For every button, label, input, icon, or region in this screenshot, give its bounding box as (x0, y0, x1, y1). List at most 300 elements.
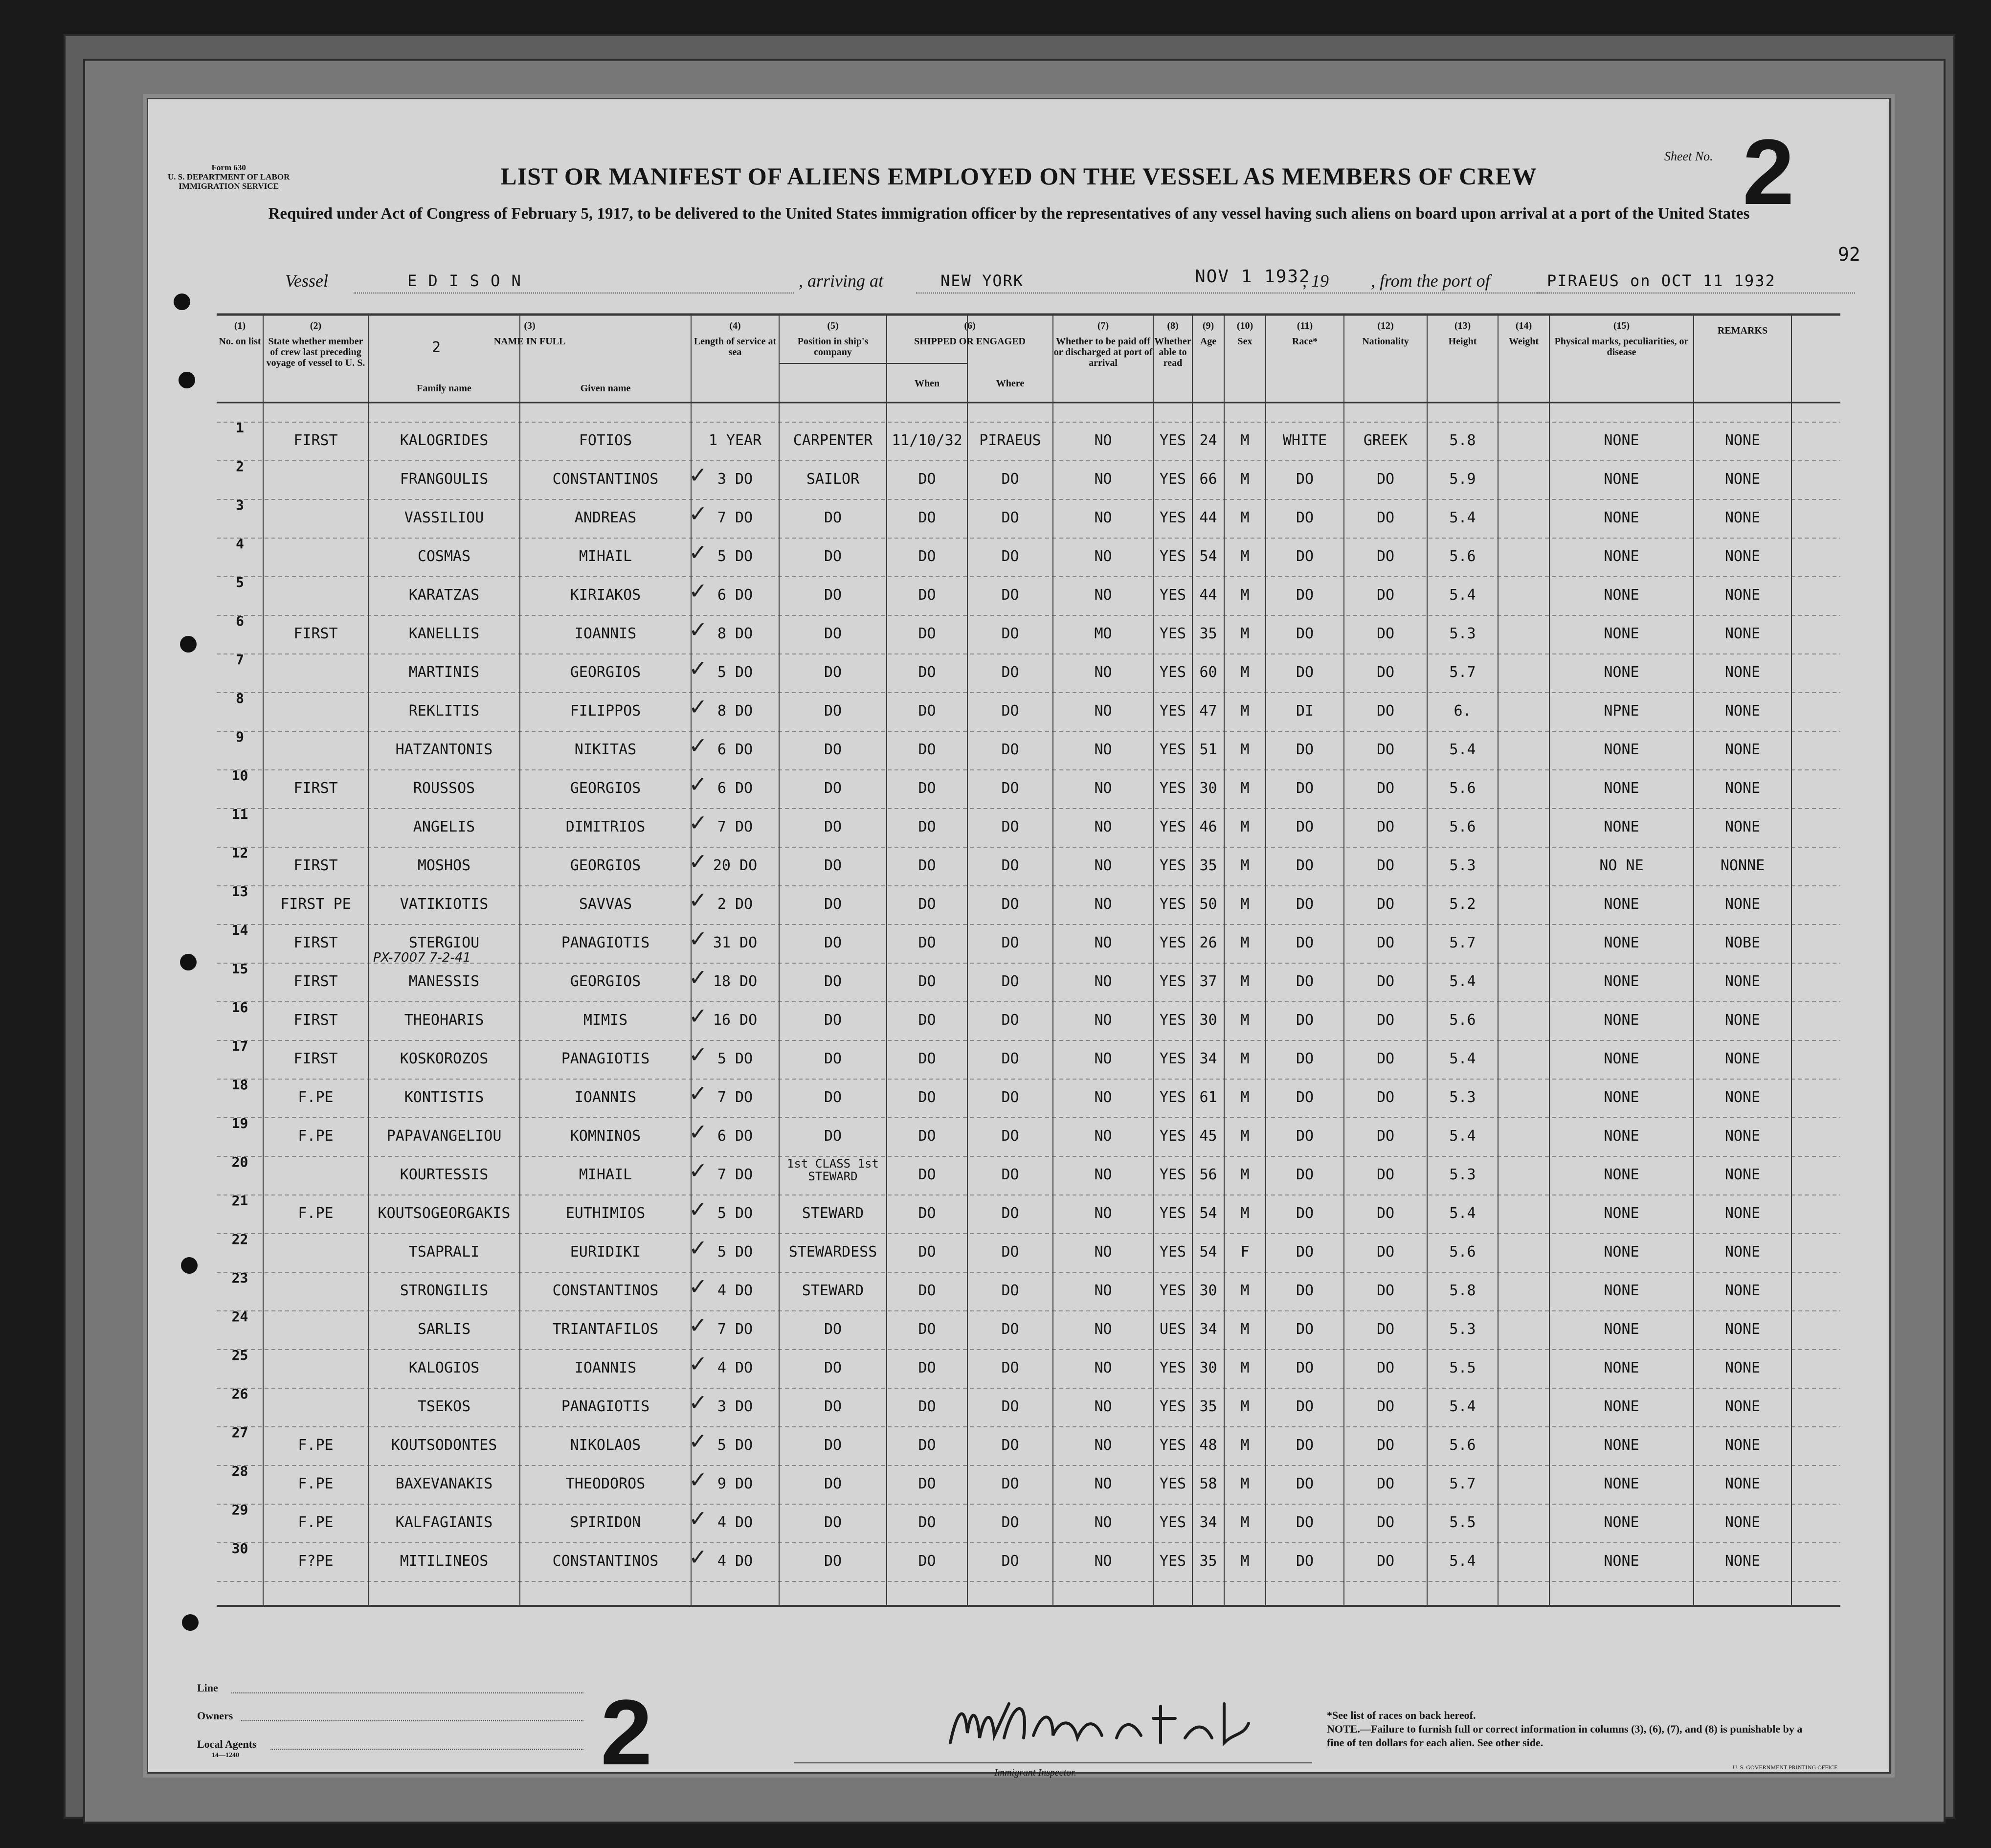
row-number: 30 (231, 1540, 248, 1556)
page-title: LIST OR MANIFEST OF ALIENS EMPLOYED ON THE VESSEL AS MEMBERS OF CREW (500, 162, 1537, 190)
cell-position: DO (824, 1553, 842, 1570)
cell-service: 7 DO (717, 818, 753, 835)
cell-nat: DO (1376, 973, 1395, 990)
cell-read: YES (1159, 934, 1186, 951)
cell-read: YES (1159, 1089, 1186, 1106)
row-number: 20 (231, 1154, 248, 1170)
cell-height: 5.3 (1449, 1321, 1476, 1338)
cell-paid: NO (1094, 780, 1112, 797)
cell-height: 5.7 (1449, 934, 1476, 951)
cell-remarks: NONE (1724, 818, 1761, 835)
cell-paid: NO (1094, 896, 1112, 913)
arrival-port: NEW YORK (940, 271, 1024, 290)
cell-sex: M (1240, 973, 1250, 990)
cell-remarks: NONE (1724, 1321, 1761, 1338)
row-number: 24 (231, 1308, 248, 1325)
cell-when: DO (918, 664, 936, 681)
cell-when: DO (918, 1398, 936, 1415)
cell-sex: M (1240, 1166, 1250, 1183)
cell-prev: FIRST (293, 1012, 338, 1029)
cell-age: 54 (1199, 548, 1217, 565)
cell-race: DO (1296, 1475, 1314, 1492)
cell-sex: M (1240, 1359, 1250, 1376)
cell-height: 5.6 (1449, 548, 1476, 565)
cell-nat: DO (1376, 1127, 1395, 1145)
cell-prev: FIRST (293, 857, 338, 874)
cell-when: DO (918, 896, 936, 913)
cell-paid: NO (1094, 1514, 1112, 1531)
cell-marks: NONE (1604, 818, 1639, 835)
cell-nat: DO (1376, 1243, 1395, 1261)
cell-sex: M (1240, 1398, 1250, 1415)
cell-race: DO (1296, 1089, 1314, 1106)
cell-position: DO (824, 1398, 842, 1415)
cell-service: 31 DO (713, 934, 758, 951)
cell-paid: NO (1094, 432, 1112, 449)
checkmark-icon: ✓ (689, 848, 708, 875)
cell-given: THEODOROS (565, 1475, 646, 1492)
checkmark-icon: ✓ (689, 1003, 708, 1029)
cell-race: DO (1296, 1127, 1314, 1145)
cell-given: MIHAIL (579, 548, 632, 565)
checkmark-icon: ✓ (689, 578, 708, 604)
cell-prev: FIRST (293, 780, 338, 797)
cell-nat: DO (1376, 509, 1395, 526)
cell-sex: M (1240, 1475, 1250, 1492)
cell-paid: NO (1094, 1553, 1112, 1570)
cell-age: 60 (1199, 664, 1217, 681)
cell-when: DO (918, 1359, 936, 1376)
checkmark-icon: ✓ (689, 810, 708, 836)
footer-note (1327, 1709, 1806, 1750)
cell-marks: NONE (1604, 1553, 1639, 1570)
row-number: 10 (231, 767, 248, 784)
cell-position: DO (824, 548, 842, 565)
checkmark-icon: ✓ (689, 1119, 708, 1145)
cell-nat: DO (1376, 741, 1395, 758)
cell-marks: NONE (1604, 934, 1639, 951)
cell-position: DO (824, 973, 842, 990)
cell-prev: F.PE (298, 1475, 334, 1492)
binder-hole (181, 1257, 198, 1274)
cell-age: 30 (1199, 780, 1217, 797)
cell-read: YES (1159, 780, 1186, 797)
column-number: (10) (1236, 320, 1253, 331)
cell-position: DO (824, 702, 842, 720)
cell-marks: NONE (1604, 432, 1639, 449)
column-label: Position in ship's company (797, 336, 869, 358)
cell-service: 3 DO (717, 471, 753, 488)
cell-given: EURIDIKI (570, 1243, 641, 1261)
cell-given: CONSTANTINOS (552, 471, 659, 488)
cell-service: 5 DO (717, 1243, 753, 1261)
cell-age: 30 (1199, 1282, 1217, 1299)
row-number: 25 (231, 1347, 248, 1363)
cell-height: 5.4 (1449, 1553, 1476, 1570)
cell-marks: NONE (1604, 548, 1639, 565)
cell-sex: M (1240, 780, 1250, 797)
cell-family: MOSHOS (417, 857, 471, 874)
page-number-stamp: 92 (1838, 244, 1860, 265)
cell-where: DO (1001, 1514, 1019, 1531)
row-number: 26 (231, 1386, 248, 1402)
row-number: 13 (231, 883, 248, 900)
column-number: (7) (1097, 320, 1109, 331)
cell-race: DO (1296, 471, 1314, 488)
checkmark-icon: ✓ (689, 1041, 708, 1068)
cell-marks: NONE (1604, 1398, 1639, 1415)
cell-nat: DO (1376, 1166, 1395, 1183)
cell-height: 5.4 (1449, 741, 1476, 758)
cell-age: 35 (1199, 1398, 1217, 1415)
cell-height: 5.5 (1449, 1514, 1476, 1531)
cell-service: 6 DO (717, 780, 753, 797)
cell-where: DO (1001, 702, 1019, 720)
page-subtitle: Required under Act of Congress of February 5, 1917, to be delivered to the United States immigration officer by the representatives of any vessel having such aliens on board upon arrival at a port of the United States (268, 205, 1750, 223)
cell-sex: M (1240, 741, 1250, 758)
column-label: Weight (1508, 336, 1539, 347)
cell-read: YES (1159, 1359, 1186, 1376)
cell-given: MIHAIL (579, 1166, 632, 1183)
cell-position: DO (824, 1437, 842, 1454)
cell-paid: NO (1094, 1321, 1112, 1338)
cell-position: DO (824, 934, 842, 951)
cell-service: 5 DO (717, 664, 753, 681)
cell-service: 9 DO (717, 1475, 753, 1492)
failure-note: NOTE.—Failure to furnish full or correct information in columns (3), (6), (7), and (8) is punishable by a fine of ten dollars for each alien. See other side. (1327, 1723, 1803, 1749)
cell-where: DO (1001, 1166, 1019, 1183)
cell-remarks: NONE (1724, 1089, 1761, 1106)
cell-sex: M (1240, 1127, 1250, 1145)
column-number: (2) (310, 320, 322, 331)
cell-family: VATIKIOTIS (400, 896, 489, 913)
column-header (1344, 320, 1427, 347)
cell-family: VASSILIOU (404, 509, 484, 526)
cell-where: DO (1001, 1359, 1019, 1376)
row-number: 29 (231, 1502, 248, 1518)
cell-remarks: NONE (1724, 1282, 1761, 1299)
checkmark-icon: ✓ (689, 616, 708, 643)
column-header (1498, 320, 1549, 347)
cell-where: DO (1001, 1437, 1019, 1454)
cell-family: KOUTSODONTES (391, 1437, 497, 1454)
column-label: Whether able to read (1154, 336, 1191, 368)
cell-paid: NO (1094, 857, 1112, 874)
cell-height: 5.6 (1449, 780, 1476, 797)
cell-marks: NONE (1604, 1437, 1639, 1454)
cell-service: 20 DO (713, 857, 758, 874)
cell-remarks: NONE (1724, 1398, 1761, 1415)
cell-marks: NONE (1604, 1166, 1639, 1183)
cell-read: YES (1159, 973, 1186, 990)
cell-given: GEORGIOS (570, 857, 641, 874)
checkmark-icon: ✓ (689, 1157, 708, 1184)
cell-family: KARATZAS (408, 586, 480, 604)
column-number: (11) (1297, 320, 1313, 331)
column-number: (6) (964, 320, 976, 331)
cell-when: DO (918, 1127, 936, 1145)
races-note: *See list of races on back hereof. (1327, 1709, 1476, 1721)
cell-sex: M (1240, 625, 1250, 642)
cell-age: 34 (1199, 1514, 1217, 1531)
column-label: No. on list (219, 336, 261, 347)
cell-where: DO (1001, 973, 1019, 990)
cell-remarks: NONE (1724, 1166, 1761, 1183)
cell-race: DO (1296, 509, 1314, 526)
column-label: NAME IN FULL (493, 336, 566, 347)
cell-when: DO (918, 1553, 936, 1570)
cell-when: DO (918, 1437, 936, 1454)
checkmark-icon: ✓ (689, 1235, 708, 1261)
name-column-sheet-number: 2 (432, 339, 441, 356)
cell-age: 46 (1199, 818, 1217, 835)
cell-position: DO (824, 1321, 842, 1338)
cell-prev: F.PE (298, 1514, 334, 1531)
cell-nat: DO (1376, 1514, 1395, 1531)
cell-remarks: NONNE (1720, 857, 1765, 874)
cell-when: 11/10/32 (892, 432, 962, 449)
cell-when: DO (918, 586, 936, 604)
cell-family: KOSKOROZOS (400, 1050, 489, 1067)
cell-sex: M (1240, 934, 1250, 951)
cell-position: DO (824, 857, 842, 874)
cell-age: 48 (1199, 1437, 1217, 1454)
cell-nat: DO (1376, 1553, 1395, 1570)
cell-when: DO (918, 1475, 936, 1492)
cell-nat: DO (1376, 1398, 1395, 1415)
cell-age: 35 (1199, 857, 1217, 874)
cell-family: THEOHARIS (404, 1012, 484, 1029)
cell-marks: NONE (1604, 1475, 1639, 1492)
cell-when: DO (918, 1089, 936, 1106)
cell-race: DO (1296, 780, 1314, 797)
cell-service: 5 DO (717, 1205, 753, 1222)
cell-nat: DO (1376, 586, 1395, 604)
cell-prev: FIRST (293, 625, 338, 642)
row-number: 12 (231, 845, 248, 861)
cell-where: DO (1001, 625, 1019, 642)
cell-family: KALFAGIANIS (395, 1514, 493, 1531)
cell-given: FILIPPOS (570, 702, 641, 720)
cell-given: GEORGIOS (570, 664, 641, 681)
column-number: (12) (1377, 320, 1394, 331)
checkmark-icon: ✓ (689, 1080, 708, 1106)
cell-remarks: NONE (1724, 1514, 1761, 1531)
cell-marks: NONE (1604, 1127, 1639, 1145)
inspector-signature-line (794, 1762, 1312, 1763)
cell-nat: DO (1376, 934, 1395, 951)
cell-age: 54 (1199, 1243, 1217, 1261)
cell-paid: NO (1094, 1012, 1112, 1029)
cell-paid: NO (1094, 702, 1112, 720)
cell-when: DO (918, 548, 936, 565)
cell-paid: NO (1094, 1359, 1112, 1376)
cell-sex: M (1240, 664, 1250, 681)
cell-race: DO (1296, 896, 1314, 913)
cell-sex: M (1240, 548, 1250, 565)
cell-age: 45 (1199, 1127, 1217, 1145)
cell-marks: NONE (1604, 625, 1639, 642)
cell-race: DO (1296, 1050, 1314, 1067)
cell-given: PANAGIOTIS (561, 1398, 650, 1415)
printer-credit: U. S. GOVERNMENT PRINTING OFFICE (1733, 1764, 1838, 1771)
cell-family: KALOGRIDES (400, 432, 489, 449)
cell-service: 2 DO (717, 896, 753, 913)
cell-read: YES (1159, 471, 1186, 488)
cell-race: DO (1296, 1437, 1314, 1454)
cell-given: PANAGIOTIS (561, 1050, 650, 1067)
cell-race: DO (1296, 1205, 1314, 1222)
cell-where: DO (1001, 780, 1019, 797)
cell-service: 6 DO (717, 1127, 753, 1145)
column-label: Nationality (1362, 336, 1409, 347)
cell-service: 7 DO (717, 509, 753, 526)
cell-marks: NONE (1604, 973, 1639, 990)
cell-when: DO (918, 625, 936, 642)
cell-where: DO (1001, 741, 1019, 758)
cell-marks: NONE (1604, 1282, 1639, 1299)
cell-age: 37 (1199, 973, 1217, 990)
cell-race: DO (1296, 1321, 1314, 1338)
column-label: Physical marks, peculiarities, or disease (1554, 336, 1689, 358)
cell-age: 56 (1199, 1166, 1217, 1183)
cell-height: 5.9 (1449, 471, 1476, 488)
cell-family: MARTINIS (408, 664, 480, 681)
cell-marks: NONE (1604, 1012, 1639, 1029)
cell-position: DO (824, 625, 842, 642)
cell-nat: DO (1376, 780, 1395, 797)
cell-where: DO (1001, 1205, 1019, 1222)
cell-marks: NONE (1604, 780, 1639, 797)
cell-height: 5.4 (1449, 509, 1476, 526)
cell-where: DO (1001, 857, 1019, 874)
cell-when: DO (918, 1050, 936, 1067)
column-number: (14) (1515, 320, 1532, 331)
cell-family: TSEKOS (417, 1398, 471, 1415)
column-header (1224, 320, 1266, 347)
cell-given: MIMIS (583, 1012, 628, 1029)
cell-height: 5.7 (1449, 664, 1476, 681)
checkmark-icon: ✓ (689, 1312, 708, 1338)
cell-marks: NONE (1604, 1050, 1639, 1067)
binder-hole (179, 372, 195, 388)
cell-position: DO (824, 1089, 842, 1106)
cell-service: 8 DO (717, 702, 753, 720)
binder-hole (180, 954, 197, 970)
row-number: 23 (231, 1270, 248, 1286)
form-number: Form 630 (211, 163, 246, 172)
cell-paid: NO (1094, 471, 1112, 488)
cell-family: KOURTESSIS (400, 1166, 489, 1183)
cell-where: DO (1001, 664, 1019, 681)
cell-sex: M (1240, 1089, 1250, 1106)
cell-remarks: NOBE (1724, 934, 1761, 951)
cell-marks: NONE (1604, 896, 1639, 913)
cell-when: DO (918, 1205, 936, 1222)
cell-family: BAXEVANAKIS (395, 1475, 493, 1492)
checkmark-icon: ✓ (689, 925, 708, 952)
cell-prev: F.PE (298, 1437, 334, 1454)
cell-where: DO (1001, 1282, 1019, 1299)
checkmark-icon: ✓ (689, 964, 708, 991)
cell-sex: M (1240, 432, 1250, 449)
vessel-label: Vessel (285, 271, 328, 291)
cell-position: DO (824, 741, 842, 758)
cell-where: DO (1001, 1127, 1019, 1145)
cell-where: DO (1001, 1321, 1019, 1338)
cell-marks: NONE (1604, 1205, 1639, 1222)
cell-family: STRONGILIS (400, 1282, 489, 1299)
local-agents-label: Local Agents (197, 1738, 257, 1750)
cell-remarks: NONE (1724, 973, 1761, 990)
cell-where: DO (1001, 818, 1019, 835)
cell-marks: NONE (1604, 1089, 1639, 1106)
checkmark-icon: ✓ (689, 1196, 708, 1222)
column-number: (5) (827, 320, 839, 331)
cell-height: 5.4 (1449, 586, 1476, 604)
cell-family: PAPAVANGELIOU (386, 1127, 502, 1145)
cell-age: 26 (1199, 934, 1217, 951)
cell-remarks: NONE (1724, 586, 1761, 604)
cell-read: YES (1159, 1475, 1186, 1492)
column-header (1266, 320, 1344, 347)
checkmark-icon: ✓ (689, 1428, 708, 1454)
cell-where: DO (1001, 1089, 1019, 1106)
cell-age: 51 (1199, 741, 1217, 758)
cell-service: 5 DO (717, 1437, 753, 1454)
column-number: (8) (1167, 320, 1179, 331)
cell-race: DO (1296, 548, 1314, 565)
cell-age: 50 (1199, 896, 1217, 913)
cell-read: YES (1159, 509, 1186, 526)
cell-nat: GREEK (1363, 432, 1408, 449)
cell-height: 5.6 (1449, 1437, 1476, 1454)
cell-paid: NO (1094, 818, 1112, 835)
row-number: 8 (236, 690, 244, 706)
cell-race: DO (1296, 586, 1314, 604)
column-header (1427, 320, 1498, 347)
cell-race: DO (1296, 1514, 1314, 1531)
cell-position: 1st CLASS 1st STEWARD (787, 1157, 879, 1183)
cell-height: 5.5 (1449, 1359, 1476, 1376)
cell-remarks: NONE (1724, 509, 1761, 526)
cell-age: 34 (1199, 1321, 1217, 1338)
cell-age: 54 (1199, 1205, 1217, 1222)
cell-sex: M (1240, 1553, 1250, 1570)
row-number: 16 (231, 999, 248, 1015)
cell-sex: M (1240, 1321, 1250, 1338)
cell-paid: MO (1094, 625, 1112, 642)
cell-where: DO (1001, 1243, 1019, 1261)
row-number: 14 (231, 922, 248, 938)
cell-given: GEORGIOS (570, 780, 641, 797)
cell-when: DO (918, 857, 936, 874)
cell-remarks: NONE (1724, 702, 1761, 720)
cell-family: SARLIS (417, 1321, 471, 1338)
inspector-caption: Immigrant Inspector. (994, 1767, 1076, 1778)
cell-read: YES (1159, 625, 1186, 642)
cell-given: ANDREAS (574, 509, 637, 526)
cell-race: DO (1296, 625, 1314, 642)
cell-nat: DO (1376, 548, 1395, 565)
cell-read: YES (1159, 857, 1186, 874)
cell-remarks: NONE (1724, 1243, 1761, 1261)
cell-position: STEWARDESS (788, 1243, 877, 1261)
cell-remarks: NONE (1724, 471, 1761, 488)
cell-height: 5.7 (1449, 1475, 1476, 1492)
cell-given: DIMITRIOS (565, 818, 646, 835)
cell-service: 5 DO (717, 548, 753, 565)
